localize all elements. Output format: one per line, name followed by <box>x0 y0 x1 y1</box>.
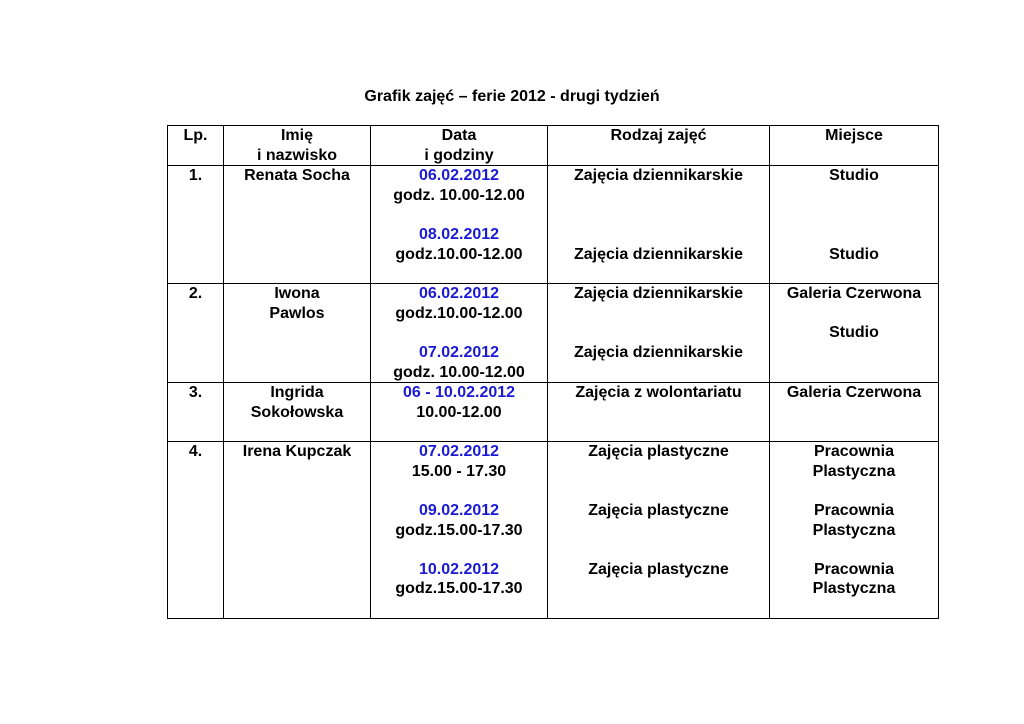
row-lp: 1. <box>168 166 224 284</box>
table-row <box>168 284 939 383</box>
row-name: Iwona Pawlos <box>224 284 371 383</box>
schedule-table <box>167 125 939 619</box>
row-types: Zajęcia z wolontariatu <box>548 383 770 442</box>
header-date: Data i godziny <box>371 126 548 166</box>
row-name: Renata Socha <box>224 166 371 284</box>
row-types: Zajęcia plastyczne Zajęcia plastyczne Zajęcia plastyczne <box>548 442 770 619</box>
row-name: Ingrida Sokołowska <box>224 383 371 442</box>
table-row <box>168 166 939 284</box>
row-lp: 3. <box>168 383 224 442</box>
table-row <box>168 383 939 442</box>
row-types: Zajęcia dziennikarskie Zajęcia dziennikarskie <box>548 284 770 383</box>
header-name: Imię i nazwisko <box>224 126 371 166</box>
table-row <box>168 442 939 619</box>
row-lp: 2. <box>168 284 224 383</box>
row-places: Galeria Czerwona <box>770 383 939 442</box>
row-lp: 4. <box>168 442 224 619</box>
header-type: Rodzaj zajęć <box>548 126 770 166</box>
header-lp: Lp. <box>168 126 224 166</box>
row-types: Zajęcia dziennikarskie Zajęcia dziennikarskie <box>548 166 770 284</box>
row-places: Studio Studio <box>770 166 939 284</box>
row-places: Pracownia Plastyczna Pracownia Plastyczna Pracownia Plastyczna <box>770 442 939 619</box>
row-name: Irena Kupczak <box>224 442 371 619</box>
row-dates: 07.02.2012 15.00 - 17.30 09.02.2012 godz.15.00-17.30 10.02.2012 godz.15.00-17.30 <box>371 442 548 619</box>
row-places: Galeria Czerwona Studio <box>770 284 939 383</box>
row-dates: 06.02.2012 godz.10.00-12.00 07.02.2012 godz. 10.00-12.00 <box>371 284 548 383</box>
document-title: Grafik zajęć – ferie 2012 - drugi tydzień <box>364 88 660 105</box>
header-place: Miejsce <box>770 126 939 166</box>
row-dates: 06.02.2012 godz. 10.00-12.00 08.02.2012 godz.10.00-12.00 <box>371 166 548 284</box>
header-row <box>168 126 939 166</box>
row-dates: 06 - 10.02.2012 10.00-12.00 <box>371 383 548 442</box>
